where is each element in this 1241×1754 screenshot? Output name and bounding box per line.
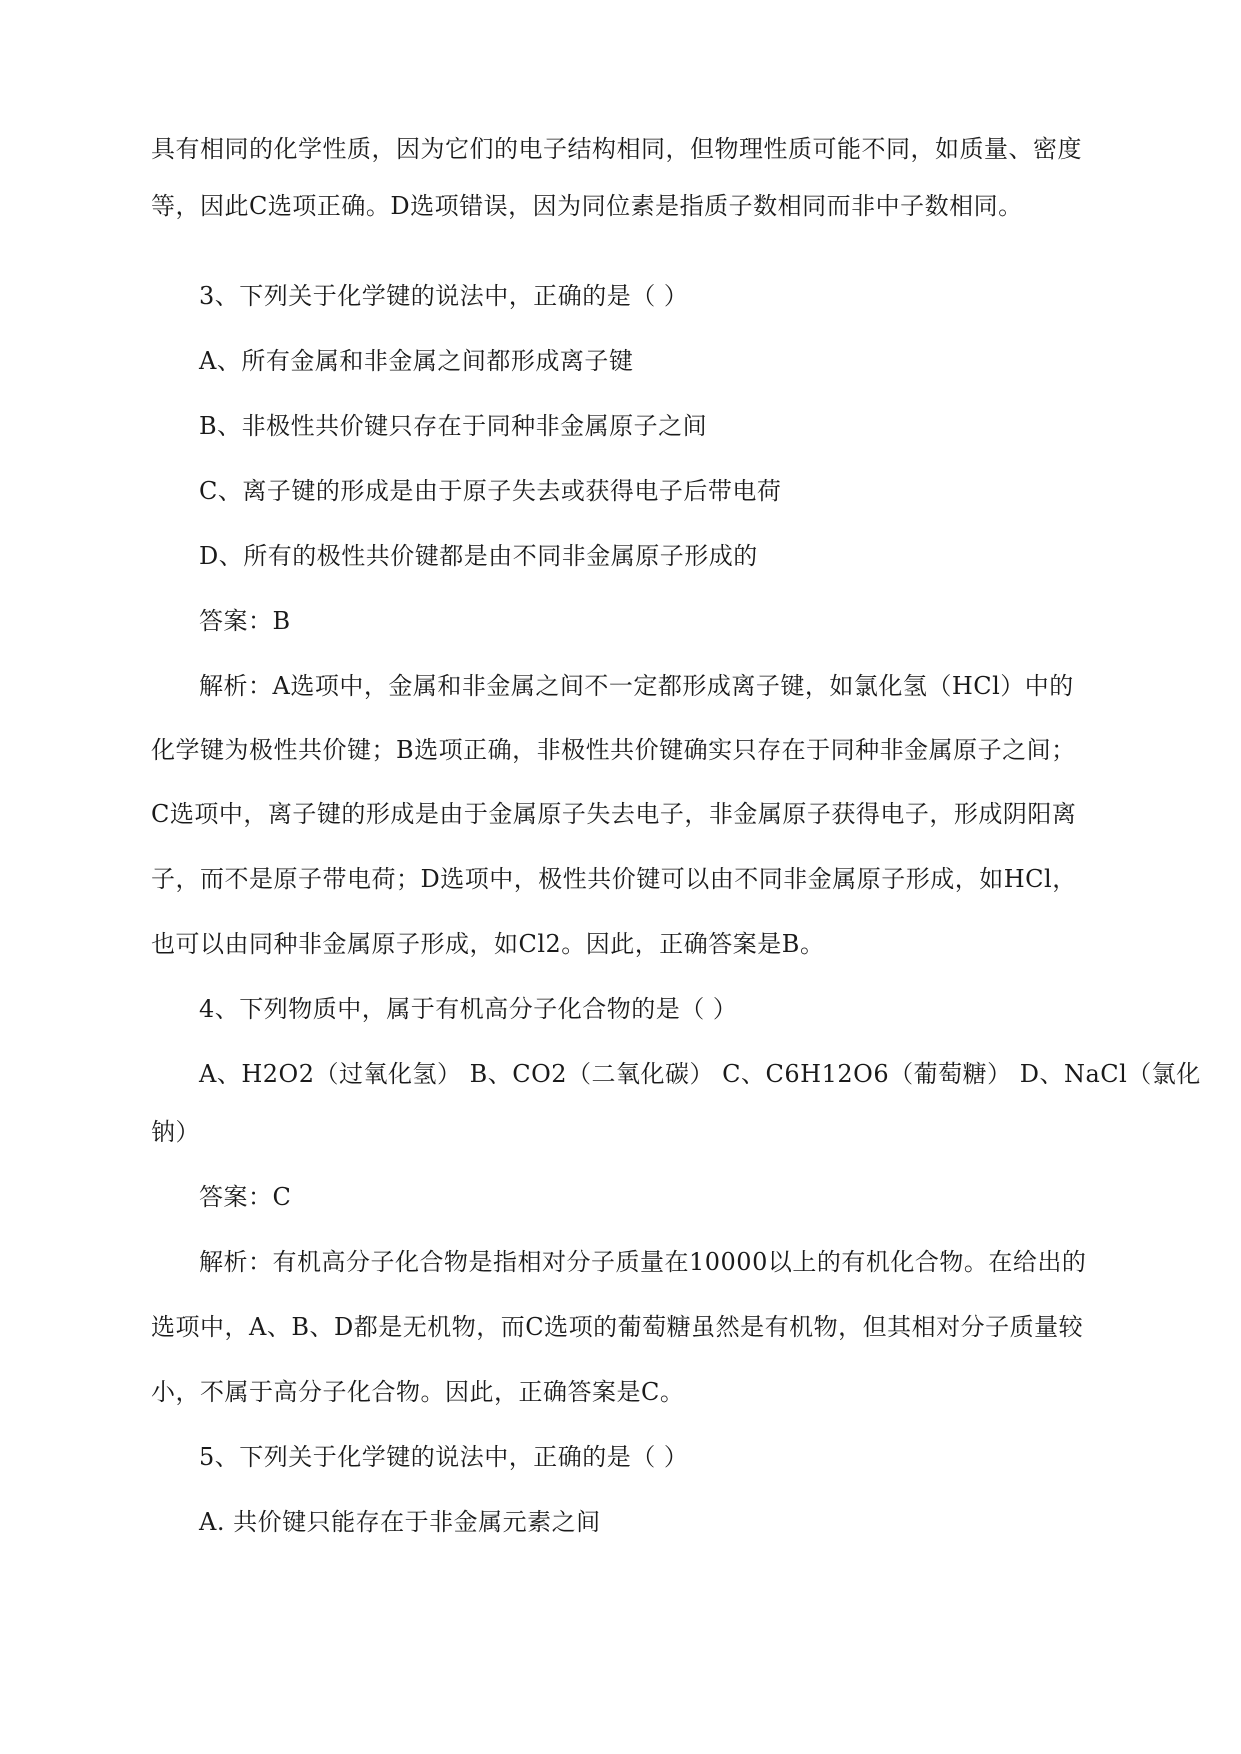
option-d: D、所有的极性共价键都是由不同非金属原子形成的 <box>199 542 758 570</box>
question-5: 5、下列关于化学键的说法中，正确的是（ ） <box>199 1443 689 1471</box>
option-b: B、非极性共价键只存在于同种非金属原子之间 <box>199 412 708 440</box>
explanation-line: 子，而不是原子带电荷；D选项中，极性共价键可以由不同非金属原子形成，如HCl， <box>151 865 1077 893</box>
options-line: 钠） <box>151 1118 200 1146</box>
question-4: 4、下列物质中，属于有机高分子化合物的是（ ） <box>199 995 738 1023</box>
answer-line: 答案：C <box>199 1183 292 1211</box>
option-a: A、所有金属和非金属之间都形成离子键 <box>199 347 634 375</box>
explanation-line: 小，不属于高分子化合物。因此，正确答案是C。 <box>151 1378 685 1406</box>
explanation-line: C选项中，离子键的形成是由于金属原子失去电子，非金属原子获得电子，形成阴阳离 <box>151 800 1077 828</box>
explanation-line: 化学键为极性共价键；B选项正确，非极性共价键确实只存在于同种非金属原子之间； <box>151 736 1076 764</box>
text-line: 具有相同的化学性质，因为它们的电子结构相同，但物理性质可能不同，如质量、密度 <box>151 135 1082 163</box>
explanation-line: 也可以由同种非金属原子形成，如Cl2。因此，正确答案是B。 <box>151 930 825 958</box>
question-3: 3、下列关于化学键的说法中，正确的是（ ） <box>199 282 689 310</box>
option-a: A. 共价键只能存在于非金属元素之间 <box>199 1508 601 1536</box>
options-line: A、H2O2（过氧化氢） B、CO2（二氧化碳） C、C6H12O6（葡萄糖） D、NaCl（氯化 <box>199 1060 1201 1088</box>
option-c: C、离子键的形成是由于原子失去或获得电子后带电荷 <box>199 477 782 505</box>
text-line: 等，因此C选项正确。D选项错误，因为同位素是指质子数相同而非中子数相同。 <box>151 192 1023 220</box>
explanation-line: 解析：有机高分子化合物是指相对分子质量在10000以上的有机化合物。在给出的 <box>199 1248 1087 1276</box>
answer-line: 答案：B <box>199 607 291 635</box>
explanation-line: 选项中，A、B、D都是无机物，而C选项的葡萄糖虽然是有机物，但其相对分子质量较 <box>151 1313 1084 1341</box>
explanation-line: 解析：A选项中，金属和非金属之间不一定都形成离子键，如氯化氢（HCl）中的 <box>199 672 1074 700</box>
